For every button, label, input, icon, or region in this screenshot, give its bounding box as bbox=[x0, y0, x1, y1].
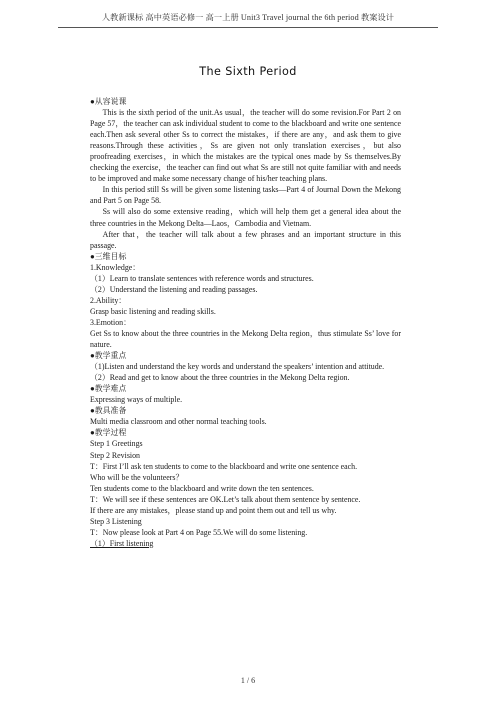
section-heading: ●教具准备 bbox=[90, 406, 127, 416]
page-indicator: 1 / 6 bbox=[240, 676, 256, 685]
paragraph: Who will be the volunteers？ bbox=[90, 472, 184, 482]
paragraph: Step 2 Revision bbox=[90, 450, 140, 460]
paragraph: 2.Ability： bbox=[90, 295, 127, 305]
paragraph: （1)Listen and understand the key words and understand the speakers’ intention and attitude. bbox=[90, 362, 385, 372]
paragraph: Step 1 Greetings bbox=[90, 439, 143, 449]
paragraph: Ss will also do some extensive reading，which will help them get a general idea about the three countries in the Mekong Delta—Laos，Cambodia and Vietnam. bbox=[90, 207, 401, 228]
section-heading: ●教学难点 bbox=[90, 384, 127, 394]
page-title: The Sixth Period bbox=[199, 65, 297, 78]
document-body bbox=[90, 96, 401, 549]
paragraph: After that，the teacher will talk about a few phrases and an important structure in this passage. bbox=[90, 229, 401, 250]
paragraph: 1.Knowledge： bbox=[90, 262, 141, 272]
paragraph: （1）Learn to translate sentences with reference words and structures. bbox=[90, 273, 314, 283]
page-header: 人教新课标 高中英语必修一 高一上册 Unit3 Travel journal the 6th period 教案设计 bbox=[101, 13, 395, 22]
paragraph: T：Now please look at Part 4 on Page 55.We will do some listening. bbox=[90, 527, 308, 537]
paragraph: Ten students come to the blackboard and write down the ten sentences. bbox=[90, 483, 314, 493]
paragraph: If there are any mistakes，please stand up and point them out and tell us why. bbox=[90, 505, 337, 515]
paragraph: Get Ss to know about the three countries in the Mekong Delta region，thus stimulate Ss’ love for nature. bbox=[90, 328, 401, 350]
paragraph: Grasp basic listening and reading skills. bbox=[90, 306, 216, 316]
paragraph: Expressing ways of multiple. bbox=[90, 395, 183, 405]
section-heading: ●教学过程 bbox=[90, 428, 127, 438]
paragraph: （2）Read and get to know about the three countries in the Mekong Delta region. bbox=[90, 373, 350, 383]
header-divider bbox=[58, 27, 438, 28]
section-heading: ●从容说课 bbox=[90, 97, 127, 106]
section-heading: ●三维目标 bbox=[90, 251, 127, 261]
section-heading: ●教学重点 bbox=[90, 351, 127, 361]
paragraph: In this period still Ss will be given some listening tasks—Part 4 of Journal Down the Mekong and Part 5 on Page 58. bbox=[90, 185, 401, 206]
paragraph: T：We will see if these sentences are OK.Let’s talk about them sentence by sentence. bbox=[90, 494, 361, 504]
paragraph: 3.Emotion： bbox=[90, 317, 131, 327]
paragraph: （1）First listening bbox=[90, 538, 154, 548]
paragraph: Multi media classroom and other normal teaching tools. bbox=[90, 417, 267, 427]
paragraph: T：First I’ll ask ten students to come to the blackboard and write one sentence each. bbox=[90, 461, 358, 471]
paragraph: Step 3 Listening bbox=[90, 516, 142, 526]
paragraph: （2）Understand the listening and reading passages. bbox=[90, 284, 258, 294]
paragraph: This is the sixth period of the unit.As usual，the teacher will do some revision.For Part 2 on Page 57，the teacher can ask individual student to come to the blackboard and write one sentence each.Then ask several other Ss to correct the mistakes，if there are any，and ask them to give reasons.Through these activities，Ss are given not only translation exercises，but also proofreading exercises，in which the mistakes are the typical ones made by Ss themselves.By checking the exercise，the teacher can find out what Ss are still not quite familiar with and needs to be improved and make some necessary change of his/her teaching plans. bbox=[90, 108, 401, 184]
